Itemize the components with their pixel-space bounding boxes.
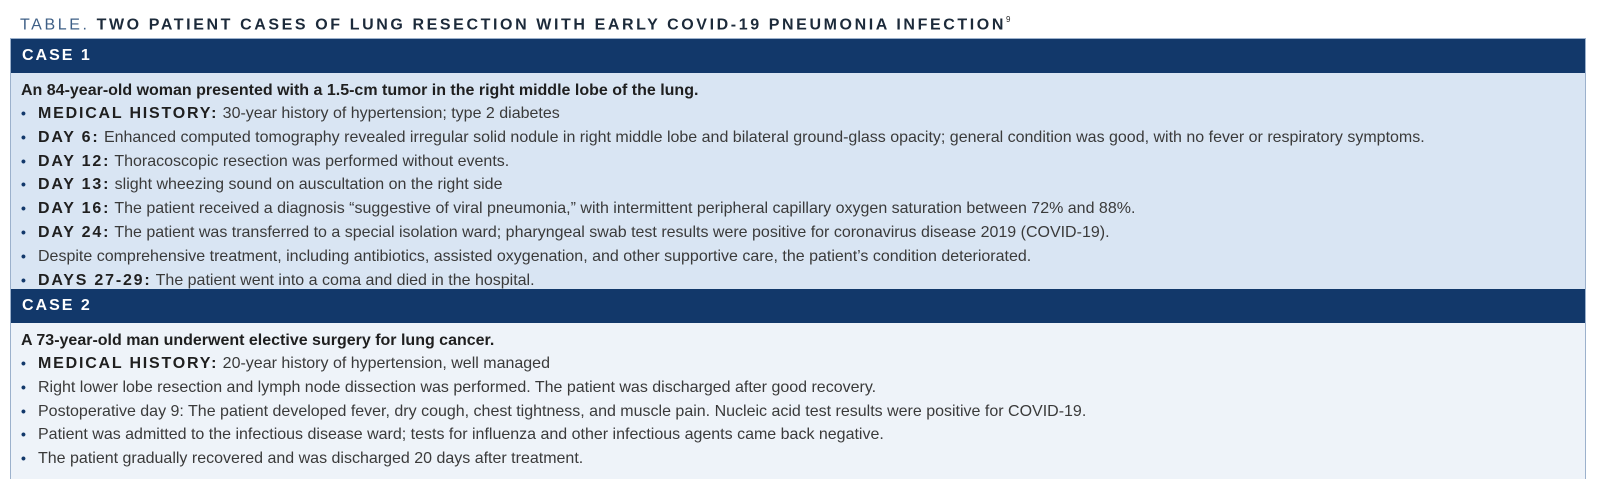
item-text: Enhanced computed tomography revealed irregular solid nodule in right middle lobe and bilateral ground-glass opacity; general condition was good, with no fever or respiratory symptoms. — [103, 128, 1425, 146]
list-item — [21, 102, 1575, 126]
case-1-list — [21, 102, 1575, 292]
item-label: DAY 6: — [38, 128, 100, 146]
list-item — [21, 352, 1575, 376]
case-1-header: CASE 1 — [11, 39, 1585, 73]
item-label: DAY 12: — [38, 152, 111, 170]
bullet-icon: • — [21, 426, 26, 443]
list-item — [21, 221, 1575, 245]
bullet-icon: • — [21, 355, 26, 371]
case-2-intro: A 73-year-old man underwent elective surgery for lung cancer. — [21, 332, 495, 349]
table-label: TABLE. — [20, 16, 90, 34]
item-label: MEDICAL HISTORY: — [38, 105, 219, 122]
item-text: Postoperative day 9: The patient developed fever, dry cough, chest tightness, and muscle pain. Nucleic acid test results were positive for COVID-19. — [38, 402, 1087, 420]
item-text: The patient went into a coma and died in the hospital. — [155, 271, 535, 289]
bullet-icon: • — [21, 223, 26, 240]
case-table — [10, 38, 1586, 479]
item-text: 20-year history of hypertension, well managed — [222, 355, 550, 372]
item-text: Patient was admitted to the infectious disease ward; tests for influenza and other infectious agents came back negative. — [38, 426, 884, 444]
table-title-text: TWO PATIENT CASES OF LUNG RESECTION WITH EARLY COVID-19 PNEUMONIA INFECTION — [96, 16, 1006, 34]
table-title — [20, 10, 1010, 36]
bullet-icon: • — [21, 200, 26, 217]
bullet-icon: • — [21, 450, 26, 467]
list-item — [21, 423, 1575, 447]
bullet-icon: • — [21, 271, 26, 288]
item-label: DAY 24: — [38, 223, 111, 241]
bullet-icon: • — [21, 128, 26, 145]
list-item — [21, 197, 1575, 221]
case-2-body — [11, 323, 1585, 479]
list-item — [21, 126, 1575, 150]
item-text: 30-year history of hypertension; type 2 diabetes — [222, 105, 560, 122]
list-item — [21, 400, 1575, 424]
bullet-icon: • — [21, 176, 26, 193]
list-item — [21, 447, 1575, 471]
item-text: Despite comprehensive treatment, including antibiotics, assisted oxygenation, and other supportive care, the patient’s condition deteriorated. — [38, 247, 1032, 265]
bullet-icon: • — [21, 247, 26, 264]
item-text: The patient received a diagnosis “suggestive of viral pneumonia,” with intermittent peripheral capillary oxygen saturation between 72% and 88%. — [114, 200, 1136, 218]
case-2-header: CASE 2 — [11, 289, 1585, 323]
case-2-list — [21, 352, 1575, 471]
case-1-body — [11, 73, 1585, 289]
item-label: DAY 16: — [38, 200, 111, 218]
bullet-icon: • — [21, 105, 26, 121]
item-text: Right lower lobe resection and lymph node dissection was performed. The patient was discharged after good recovery. — [38, 378, 877, 396]
list-item — [21, 376, 1575, 400]
bullet-icon: • — [21, 402, 26, 419]
list-item — [21, 245, 1575, 269]
item-text: slight wheezing sound on auscultation on the right side — [114, 176, 503, 194]
list-item — [21, 150, 1575, 174]
item-label: DAY 13: — [38, 176, 111, 194]
bullet-icon: • — [21, 378, 26, 395]
item-text: The patient was transferred to a special isolation ward; pharyngeal swab test results were positive for coronavirus disease 2019 (COVID-19). — [114, 223, 1110, 241]
item-text: The patient gradually recovered and was discharged 20 days after treatment. — [38, 450, 584, 468]
reference-marker: 9 — [1006, 15, 1011, 24]
item-label: DAYS 27-29: — [38, 271, 152, 289]
item-text: Thoracoscopic resection was performed without events. — [114, 152, 510, 170]
list-item — [21, 173, 1575, 197]
case-1-intro: An 84-year-old woman presented with a 1.5-cm tumor in the right middle lobe of the lung. — [21, 82, 699, 99]
item-label: MEDICAL HISTORY: — [38, 355, 219, 372]
bullet-icon: • — [21, 152, 26, 169]
